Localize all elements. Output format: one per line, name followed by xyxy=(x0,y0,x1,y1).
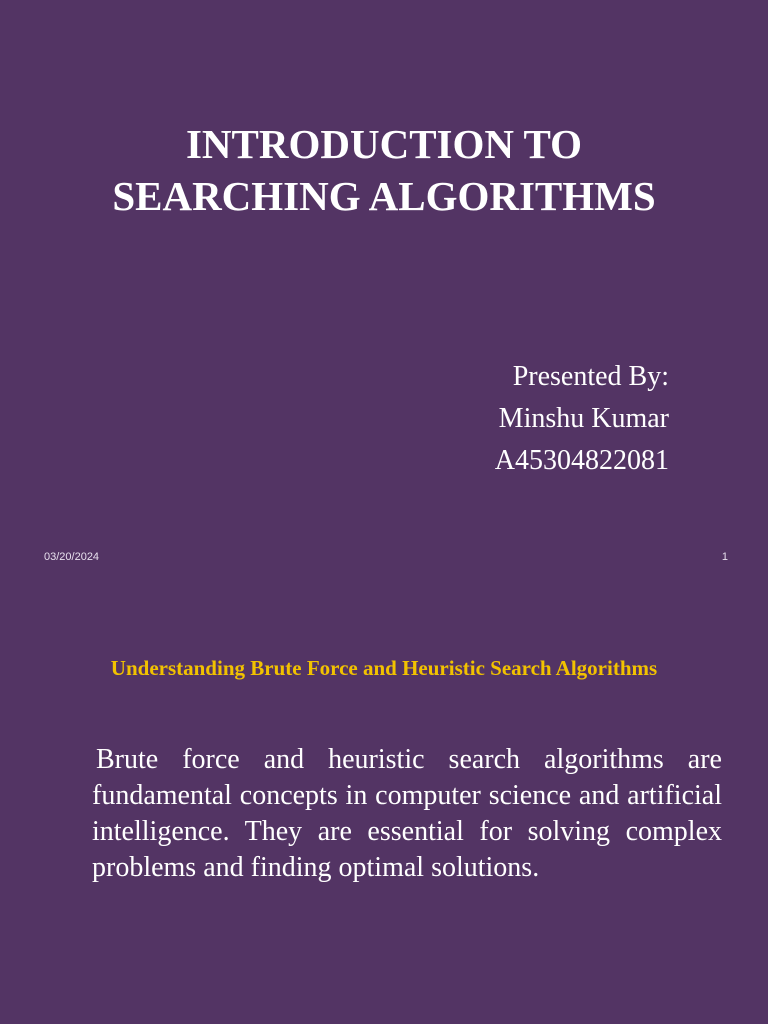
content-slide xyxy=(0,576,768,1024)
slide-number: 1 xyxy=(721,551,728,563)
slide-title xyxy=(40,118,728,222)
title-line-2: SEARCHING ALGORITHMS xyxy=(112,173,656,219)
slide-body-text: Brute force and heuristic search algorithms are fundamental concepts in computer science and artificial intelligence. They are essential for solving complex problems and finding optimal solutions. xyxy=(92,744,722,883)
slide-date: 03/20/2024 xyxy=(44,551,100,563)
slide-heading: Understanding Brute Force and Heuristic Search Algorithms xyxy=(110,656,658,680)
presenter-label: Presented By: xyxy=(512,361,669,392)
presenter-block xyxy=(495,356,669,482)
presenter-id: A45304822081 xyxy=(494,445,669,476)
presenter-name: Minshu Kumar xyxy=(498,403,669,434)
title-line-1: INTRODUCTION TO xyxy=(185,121,583,167)
